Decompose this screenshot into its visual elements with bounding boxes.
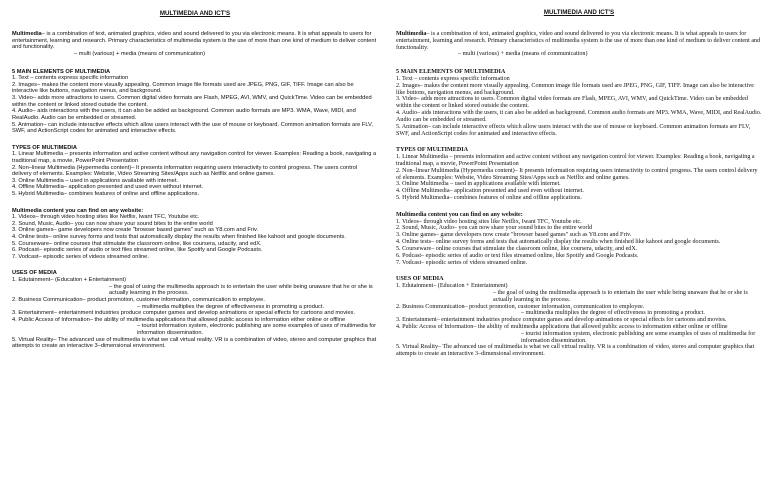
content-item: 2. Sound, Music, Audio– you can now share your sound bites to the entire world	[12, 220, 213, 227]
uses-section	[12, 270, 378, 349]
types-item: 3. Online Multimedia – used in applications available with internet.	[12, 177, 178, 184]
uses-subitem: – multimedia multiplies the degree of effectiveness in promoting a product.	[521, 310, 705, 317]
intro-term: Multimedia	[12, 31, 42, 38]
content-item: 4. Online tests– online survey forms and tests that automatically display the results when finished like kahoot and google documents.	[396, 239, 721, 246]
content-item: 1. Videos– through video hosting sites like Netflix, Iwant TFC, Youtube etc.	[396, 218, 582, 225]
elements-item: 4. Audio– aids interactions with the users, it can also be added as background. Common audio formats are MP3. WMA, Wave, MIDI, and RealAudio. Audio can be embedded or streamed.	[12, 108, 356, 121]
uses-item: 2. Business Communication– product promotion, customer information, communication to employee.	[12, 296, 265, 303]
content-item: 3. Online games– game developers now create "browser based games" such as Y8.com and Friv.	[396, 232, 632, 239]
content-item: 1. Videos– through video hosting sites like Netflix, Iwant TFC, Youtube etc.	[12, 214, 200, 221]
uses-item: 5. Virtual Reality– The advanced use of multimedia is what we call virtual reality. VR is a combination of video, stereo and computer graphics that attempts to create an interactive 3–dimensional environment.	[12, 336, 377, 350]
uses-item: 1. Edutainment– (Education + Entertainment)	[12, 277, 126, 284]
types-item: 1. Linear Multimedia – presents information and active content without any navigation control for viewer. Examples: Reading a book, navigating a traditional map, a movie, PowerPoint Presentation	[396, 154, 755, 167]
elements-section	[396, 69, 762, 137]
elements-item: 5. Animation– can include interactive effects which allow users interact with the use of mouse or keyboard. Common animation formats are FLV, SWF, and ActionScript codes for animated and interactive effects.	[12, 121, 373, 135]
types-item: 5. Hybrid Multimedia– combines features of online and offline applications.	[12, 190, 200, 197]
content-item: 7. Vodcast– episodic series of videos streamed online.	[396, 259, 528, 266]
elements-heading: 5 MAIN ELEMENTS OF MULTIMEDIA	[396, 69, 506, 76]
content-section	[396, 212, 762, 267]
elements-item: 2. Images– makes the content more visually appealing. Common image file formats used are JPEG, PNG, GIF, TIFF. Image can also be interactive like buttons, navigation menus, and background.	[12, 81, 354, 95]
elements-item: 3. Video– adds more attractions to users. Common digital video formats are Flash, MPEG, AVI, WMV, and QuickTime. Video can be embedded within the content or linked stored outside the content.	[396, 96, 748, 110]
intro-formula: – multi (various) + media (means of communication)	[458, 51, 588, 58]
intro-text: – is a combination of text, animated graphics, video and sound delivered to you via electronic means. It is what appeals to users for entertainment, learning and research. Primary characteristics of multimedia system is the use of more than one kind of medium to deliver content and functionality.	[12, 31, 377, 51]
content-item: 6. Podcast– episodic series of audio or text files streamed online, like Spotify and Google Podcasts.	[12, 247, 263, 254]
elements-item: 4. Audio– aids interactions with the users, it can also be added as background. Common audio formats are MP3. WMA, Wave, MIDI, and RealAudio. Audio can be embedded or streamed.	[396, 110, 762, 123]
types-section	[396, 147, 762, 202]
content-item: 7. Vodcast– episodic series of videos streamed online.	[12, 253, 149, 260]
uses-subitem: – multimedia multiplies the degree of effectiveness in promoting a product.	[137, 303, 325, 310]
intro-paragraph	[12, 31, 378, 57]
types-heading: TYPES OF MULTIMEDIA	[12, 144, 77, 151]
types-item: 4. Offline Multimedia– application presented and used even without internet.	[12, 184, 204, 191]
types-heading: TYPES OF MULTIMEDIA	[396, 147, 469, 154]
uses-item: 4. Public Access of Information– the ability of multimedia applications that allowed public access to information either online or offline	[396, 324, 728, 330]
intro-term: Multimedia	[396, 30, 427, 37]
types-item: 1. Linear Multimedia – presents information and active content without any navigation control for viewer. Examples: Reading a book, navigating a traditional map, a movie, PowerPoint Presentation	[12, 151, 377, 164]
elements-heading: 5 MAIN ELEMENTS OF MULTIMEDIA	[12, 68, 111, 75]
elements-item: 1. Text – contents express specific information	[12, 75, 129, 82]
types-item: 3. Online Multimedia – used in applications available with internet.	[396, 181, 561, 188]
content-item: 5. Courseware– online courses that stimulate the classroom online, like coursera, udacity, and edX.	[12, 240, 262, 247]
uses-item: 5. Virtual Reality– The advanced use of multimedia is what we call virtual reality. VR is a combination of video, stereo and computer graphics that attempts to create an interactive 3–dimensional environment.	[396, 344, 755, 358]
uses-subitem: – the goal of using the multimedia approach is to entertain the user while being unaware that he or she is actually learning in the process.	[493, 289, 748, 303]
elements-item: 1. Text – contents express specific information	[396, 76, 510, 82]
content-item: 3. Online games– game developers now create "browser based games" such as Y8.com and Friv.	[12, 227, 258, 234]
uses-heading: USES OF MEDIA	[12, 270, 57, 277]
types-section	[12, 145, 378, 198]
uses-heading: USES OF MEDIA	[396, 276, 444, 283]
document-page-right	[384, 0, 768, 503]
content-section	[12, 208, 378, 261]
uses-item: 3. Entertainment– entertainment industries produce computer games and develop animations or special effects for cartoons and movies.	[396, 317, 727, 324]
content-item: 2. Sound, Music, Audio– you can now share your sound bites to the entire world	[396, 225, 593, 232]
types-item: 4. Offline Multimedia– application presented and used even without internet.	[396, 188, 584, 195]
document-title: MULTIMEDIA AND ICT'S	[159, 10, 231, 17]
intro-paragraph	[396, 31, 762, 58]
intro-formula: – multi (various) + media (means of communication)	[74, 51, 206, 58]
uses-item: 4. Public Access of Information– the ability of multimedia applications that allowed public access to information either online or offline	[12, 316, 346, 323]
intro-text: – is a combination of text, animated graphics, video and sound delivered to you via electronic means. It is what appeals to users for entertainment, learning and research. Primary characteristics of multimedia system is the use of more than one kind of medium to deliver content and functionality.	[396, 30, 761, 51]
content-heading: Multimedia content you can find on any website:	[12, 207, 144, 214]
content-item: 6. Podcast– episodic series of audio or text files streamed online, like Spotify and Google Podcasts.	[396, 252, 639, 259]
uses-item: 2. Business Communication– product promotion, customer information, communication to employee.	[396, 303, 645, 310]
uses-subitem: – the goal of using the multimedia approach is to entertain the user while being unaware that he or she is actually learning in the process.	[109, 283, 373, 297]
uses-subitem: – tourist information system, electronic publishing are some examples of uses of multimedia for information dissemination.	[521, 330, 756, 344]
types-item: 5. Hybrid Multimedia– combines features of online and offline applications.	[396, 195, 582, 201]
uses-subitem: – tourist information system, electronic publishing are some examples of uses of multimedia for information dissemination.	[137, 323, 376, 336]
types-item: 2. Non–linear Multimedia (Hypermedia content)– It presents information requiring users interactivity to control progress. The users control delivery of elements. Examples: Website, Video Streaming Sites/Apps such as Netflix and online games.	[12, 164, 358, 178]
elements-item: 5. Animation– can include interactive effects which allow users interact with the use of mouse or keyboard. Common animation formats are FLV, SWF, and ActionScript codes for animated and interactive effects.	[396, 123, 751, 137]
content-item: 4. Online tests– online survey forms and tests that automatically display the results when finished like kahoot and google documents.	[12, 234, 346, 241]
elements-item: 3. Video– adds more attractions to users. Common digital video formats are Flash, MPEG, AVI, WMV, and QuickTime. Video can be embedded within the content or linked stored outside the content.	[12, 95, 372, 108]
elements-item: 2. Images– makes the content more visually appealing. Common image file formats used are JPEG, PNG, GIF, TIFF. Image can also be interactive like buttons, navigation menus, and background.	[396, 82, 755, 96]
elements-section	[12, 69, 378, 135]
document-title: MULTIMEDIA AND ICT'S	[543, 9, 615, 16]
content-item: 5. Courseware– online courses that stimulate the classroom online, like coursera, udacity, and edX.	[396, 245, 638, 252]
uses-item: 3. Entertainment– entertainment industries produce computer games and develop animations or special effects for cartoons and movies.	[12, 310, 355, 317]
uses-item: 1. Edutainment– (Education + Entertainment)	[396, 283, 508, 290]
content-heading: Multimedia content you can find on any website:	[396, 211, 523, 218]
types-item: 2. Non–linear Multimedia (Hypermedia content)– It presents information requiring users interactivity to control progress. The users control delivery of elements. Examples: Website, Video Streaming Sites/Apps such as Netflix and online games.	[396, 167, 758, 181]
uses-section	[396, 276, 762, 358]
